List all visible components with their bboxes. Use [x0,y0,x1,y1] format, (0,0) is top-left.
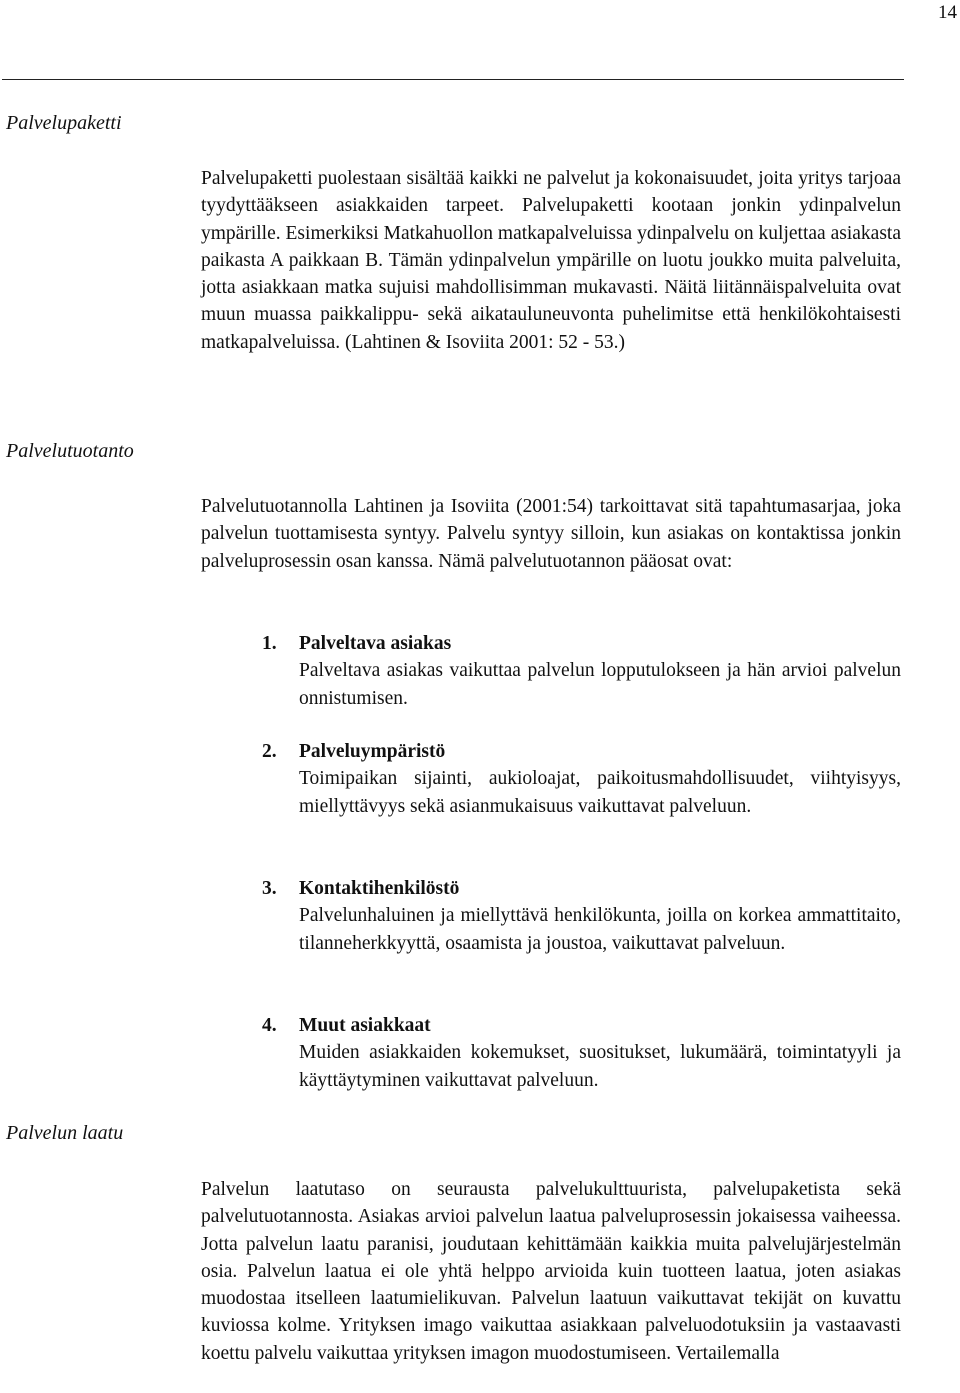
list-item-number: 1. [262,633,277,654]
paragraph-palvelun-laatu [201,1176,901,1367]
side-heading-palvelun-laatu: Palvelun laatu [6,1122,124,1144]
list-item [262,875,902,957]
list-item-text: Palveltava asiakas vaikuttaa palvelun lopputulokseen ja hän arvioi palvelun onnistumisen. [299,660,901,709]
paragraph-text: Palvelun laatutaso on seurausta palvelukulttuurista, palvelupaketista sekä palvelutuotannosta. Asiakas arvioi palvelun laatua palveluprosessin jokaisessa vaiheessa. Jotta palvelun laatu paranisi, joudutaan kehittämään kaikkia muita palvelujärjestelmän osia. Palvelun laatua ei ole yhtä helppo arvioida kuin tuotteen laatua, joten asiakas muodostaa itselleen laatumielikuvan. Palvelun laatuun vaikuttavat tekijät on kuvattu kuviossa kolme. Yrityksen imago vaikuttaa asiakkaan palveluodotuksiin ja vastaavasti koettu palvelu vaikuttaa yrityksen imagon muodostumiseen. Vertailemalla [201,1179,901,1364]
list-item-title: Palveltava asiakas [299,633,452,654]
list-item-heading [262,630,902,657]
paragraph-palvelutuotanto [201,493,901,575]
header-rule [2,79,904,80]
list-item-number: 4. [262,1015,277,1036]
paragraph-palvelupaketti [201,165,901,356]
list-item-text: Muiden asiakkaiden kokemukset, suositukset, lukumäärä, toimintatyyli ja käyttäytyminen vaikuttavat palveluun. [299,1042,901,1091]
list-item-heading [262,1012,902,1039]
side-heading-palvelupaketti: Palvelupaketti [6,112,122,134]
list-item-number: 2. [262,741,277,762]
side-heading-palvelutuotanto: Palvelutuotanto [6,440,134,462]
list-item-heading [262,875,902,902]
list-item-text: Palvelunhaluinen ja miellyttävä henkilökunta, joilla on korkea ammattitaito, tilanneherkkyyttä, osaamista ja joustoa, vaikuttavat palveluun. [299,905,901,954]
list-item [262,1012,902,1094]
list-item-title: Palveluympäristö [299,741,446,762]
list-item-title: Kontaktihenkilöstö [299,878,460,899]
list-item-text: Toimipaikan sijainti, aukioloajat, paikoitusmahdollisuudet, viihtyisyys, miellyttävyys sekä asianmukaisuus vaikuttavat palveluun. [299,768,901,817]
list-item-number: 3. [262,878,277,899]
list-item [262,738,902,820]
paragraph-text: Palvelutuotannolla Lahtinen ja Isoviita (2001:54) tarkoittavat sitä tapahtumasarjaa, joka palvelun tuottamisesta syntyy. Palvelu syntyy silloin, kun asiakas on kontaktissa jonkin palveluprosessin osan kanssa. Nämä palvelutuotannon pääosat ovat: [201,496,901,572]
paragraph-text: Palvelupaketti puolestaan sisältää kaikki ne palvelut ja kokonaisuudet, joita yritys tarjoaa tyydyttääkseen asiakkaiden tarpeet. Palvelupaketti kootaan jonkin ydinpalvelun ympärille. Esimerkiksi Matkahuollon matkapalveluissa ydinpalvelu on kuljettaa asiakasta paikasta A paikkaan B. Tämän ydinpalvelun ympärille on luotu joukko muita palveluita, jotta asiakkaan matka sujuisi mahdollisimman mukavasti. Näitä liitännäispalveluita ovat muun muassa paikkalippu- sekä aikatauluneuvonta puhelimitse että henkilökohtaisesti matkapalveluissa. (Lahtinen & Isoviita 2001: 52 - 53.) [201,168,901,353]
list-item [262,630,902,712]
list-item-title: Muut asiakkaat [299,1015,431,1036]
page-number: 14 [938,2,957,23]
list-item-heading [262,738,902,765]
